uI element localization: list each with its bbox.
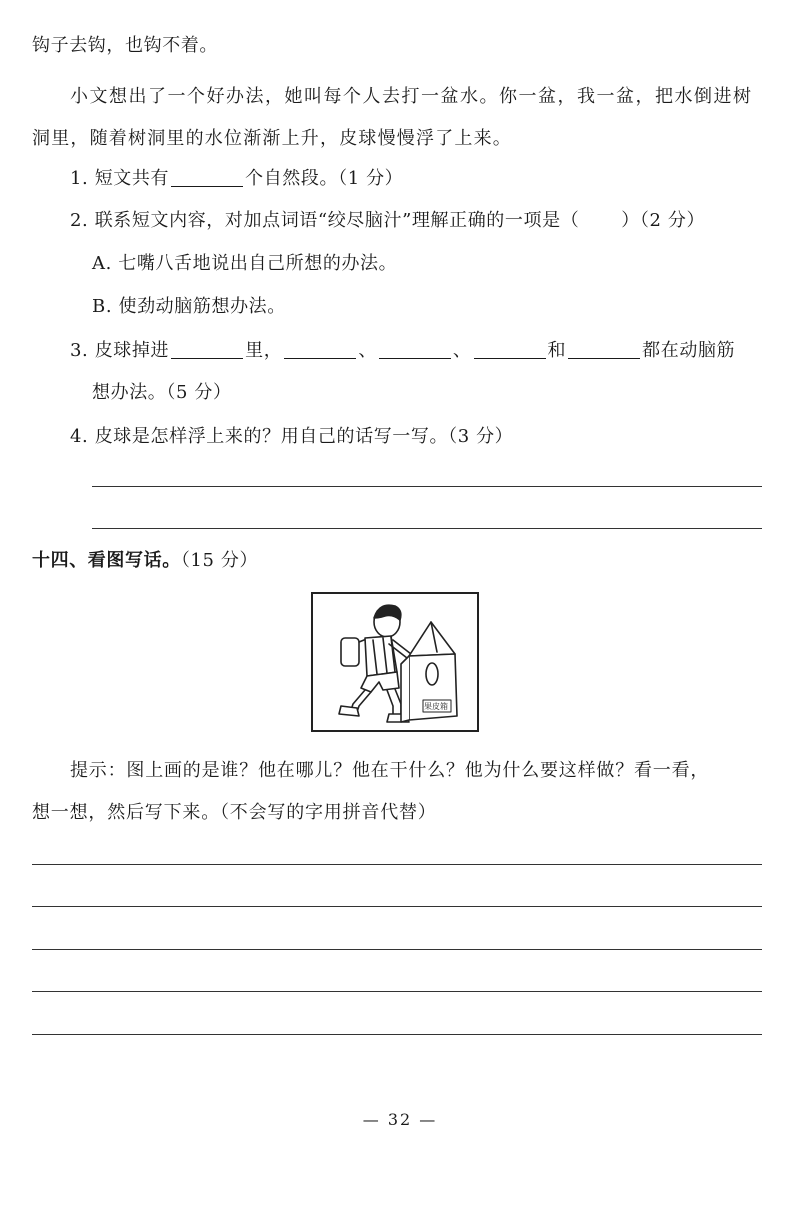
hint-line-2: 想一想，然后写下来。（不会写的字用拼音代替） (32, 802, 437, 823)
answer-blank[interactable] (171, 168, 243, 187)
passage-line-2: 小文想出了一个好办法，她叫每个人去打一盆水。你一盆，我一盆，把水倒进树 (70, 86, 753, 107)
question-3-text: 都在动脑筋 (642, 340, 736, 361)
option-b: B. 使劲动脑筋想办法。 (92, 296, 286, 317)
writing-line[interactable] (32, 864, 762, 865)
writing-line[interactable] (32, 906, 762, 907)
answer-line[interactable] (92, 528, 762, 529)
section-14-heading (32, 548, 258, 574)
answer-blank[interactable] (379, 340, 451, 359)
page-number: — 32 — (362, 1110, 438, 1129)
illustration-boy-trash-bin (311, 592, 479, 732)
question-3-continuation: 想办法。（5 分） (92, 382, 232, 403)
question-2-text: 2. 联系短文内容，对加点词语“绞尽脑汁”理解正确的一项是（ (70, 210, 580, 231)
writing-line[interactable] (32, 1034, 762, 1035)
option-a: A. 七嘴八舌地说出自己所想的办法。 (92, 253, 398, 274)
answer-blank[interactable] (568, 340, 640, 359)
question-1 (70, 166, 403, 192)
boy-with-trash-bin-drawing (313, 594, 477, 730)
writing-line[interactable] (32, 991, 762, 992)
writing-line[interactable] (32, 949, 762, 950)
answer-blank[interactable] (171, 340, 243, 359)
section-14-score: （15 分） (180, 550, 259, 571)
question-3 (70, 338, 735, 364)
answer-line[interactable] (92, 486, 762, 487)
hint-line-1: 提示：图上画的是谁？他在哪儿？他在干什么？他为什么要这样做？看一看， (70, 760, 710, 781)
passage-line-1: 钩子去钩，也钩不着。 (32, 35, 218, 56)
trash-bin-label: 果皮箱 (424, 702, 448, 711)
question-3-text: 里， (245, 340, 283, 361)
question-2 (70, 208, 705, 234)
question-3-text: 和 (547, 340, 567, 361)
passage-line-3: 洞里，随着树洞里的水位渐渐上升，皮球慢慢浮了上来。 (32, 128, 512, 149)
question-1-text: 1. 短文共有 (70, 168, 170, 189)
section-14-title: 十四、看图写话。 (32, 550, 181, 571)
question-4: 4. 皮球是怎样浮上来的？用自己的话写一写。（3 分） (70, 426, 514, 447)
answer-blank[interactable] (474, 340, 546, 359)
question-1-score: 个自然段。（1 分） (245, 168, 404, 189)
question-3-text: 3. 皮球掉进 (70, 340, 170, 361)
question-2-score: ）（2 分） (621, 210, 706, 231)
separator: 、 (358, 340, 377, 361)
answer-blank[interactable] (284, 340, 356, 359)
separator: 、 (452, 340, 472, 361)
